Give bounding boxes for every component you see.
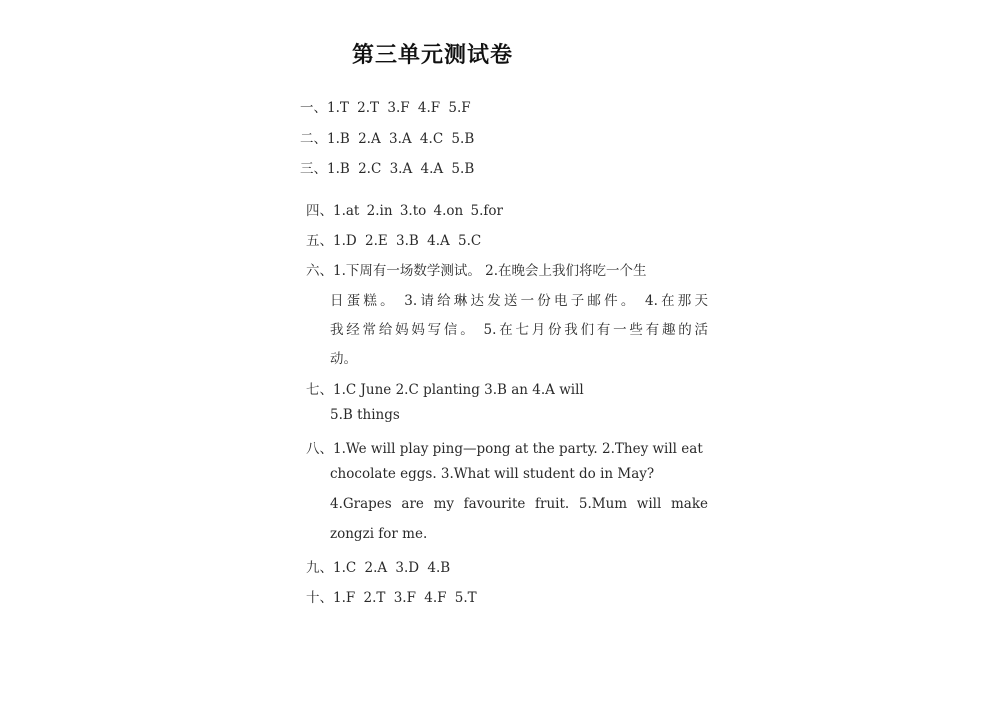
answer-line: 十、1.F 2.T 3.F 4.F 5.T [306,590,477,606]
page-title: 第三单元测试卷 [352,43,514,68]
answer-continuation-line: 5.B things [330,407,400,423]
answer-continuation-line: 动。 [330,351,357,367]
answer-line: 二、1.B 2.A 3.A 4.C 5.B [300,131,475,147]
answer-line: 七、1.C June 2.C planting 3.B an 4.A will [306,382,584,398]
answer-continuation-line: 我经常给妈妈写信。 5.在七月份我们有一些有趣的活 [330,322,708,338]
answer-continuation-line: 4.Grapes are my favourite fruit. 5.Mum will make [330,496,708,512]
answer-line: 六、1.下周有一场数学测试。 2.在晚会上我们将吃一个生 [306,263,647,279]
answer-line: 三、1.B 2.C 3.A 4.A 5.B [300,161,475,177]
answer-continuation-line: chocolate eggs. 3.What will student do in May? [330,466,655,482]
answer-line: 九、1.C 2.A 3.D 4.B [306,560,451,576]
answer-continuation-line: 日蛋糕。 3.请给琳达发送一份电子邮件。 4.在那天 [330,293,708,309]
answer-line: 一、1.T 2.T 3.F 4.F 5.F [300,100,471,116]
answer-line: 四、1.at 2.in 3.to 4.on 5.for [306,203,504,219]
answer-continuation-line: zongzi for me. [330,526,428,542]
answer-line: 八、1.We will play ping—pong at the party. 2.They will eat [306,441,703,457]
answer-line: 五、1.D 2.E 3.B 4.A 5.C [306,233,482,249]
